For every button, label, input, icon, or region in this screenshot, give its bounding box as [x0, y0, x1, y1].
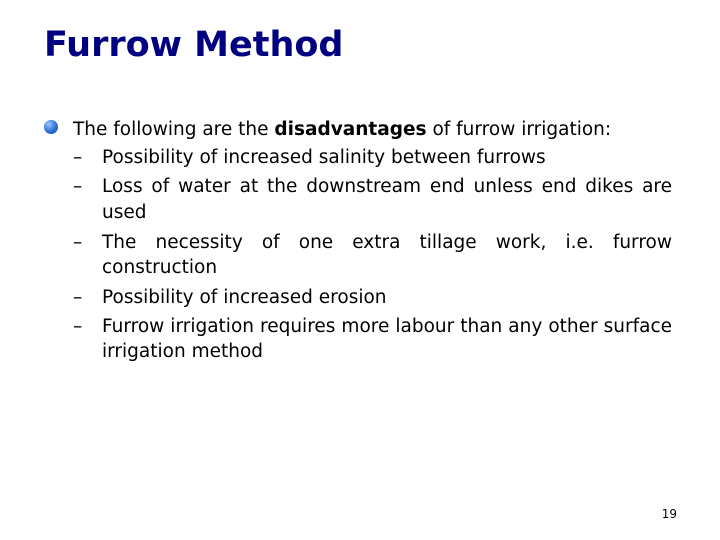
- sub-bullet-item: [73, 228, 672, 284]
- page-number: 19: [661, 507, 677, 521]
- sub-bullet-text: Possibility of increased salinity between furrows: [102, 147, 546, 168]
- sub-bullet-list: [73, 144, 672, 368]
- dash-marker: –: [73, 147, 83, 168]
- sub-bullet-text: Furrow irrigation requires more labour than any other surface irrigation method: [102, 315, 672, 362]
- main-bullet-text: [73, 119, 611, 140]
- bullet-dot-icon: [44, 120, 58, 134]
- main-bullet-emphasis: disadvantages: [274, 119, 427, 140]
- main-bullet: [44, 116, 672, 144]
- sub-bullet-item: [73, 173, 672, 229]
- sub-bullet-item: [73, 284, 672, 313]
- sub-bullet-text: Loss of water at the downstream end unless end dikes are used: [102, 176, 672, 223]
- bullet-block: [44, 116, 672, 368]
- slide-title: Furrow Method: [44, 25, 344, 65]
- main-bullet-intro: The following are the: [73, 119, 275, 140]
- dash-marker: –: [73, 315, 83, 337]
- main-bullet-outro: of furrow irrigation:: [426, 119, 612, 140]
- dash-marker: –: [73, 176, 83, 197]
- sub-bullet-text: The necessity of one extra tillage work, i.e. furrow construction: [102, 231, 672, 278]
- sub-bullet-item: [73, 144, 672, 173]
- dash-marker: –: [73, 286, 83, 308]
- sub-bullet-text: Possibility of increased erosion: [102, 286, 387, 308]
- sub-bullet-item: [73, 312, 672, 368]
- dash-marker: –: [73, 231, 83, 253]
